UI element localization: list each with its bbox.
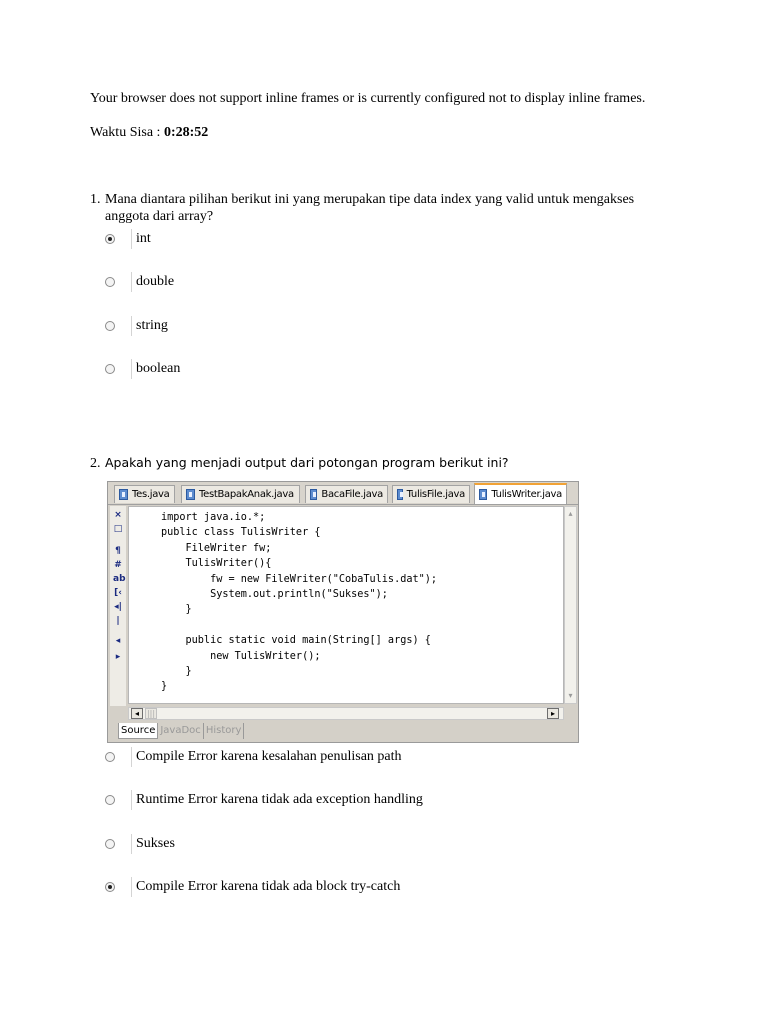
q1-option-4-label: boolean <box>131 359 180 379</box>
timer-value: 0:28:52 <box>163 125 209 140</box>
editor-tab-4 <box>392 485 470 503</box>
editor-tab-5-label: TulisWriter.java <box>491 489 562 500</box>
editor-tab-3 <box>305 485 388 503</box>
horizontal-scrollbar <box>128 707 564 720</box>
question-2-text <box>90 454 690 472</box>
q1-option-3-radio[interactable] <box>105 321 115 331</box>
scroll-right-icon: ▸ <box>547 708 559 719</box>
java-file-icon <box>119 489 128 500</box>
editor-view-tabs <box>118 723 244 739</box>
q2-option-4-label: Compile Error karena tidak ada block try-catch <box>131 877 400 897</box>
question-2-line-1: Apakah yang menjadi output dari potongan program berikut ini? <box>105 455 509 470</box>
editor-tab-bar <box>108 482 578 505</box>
q2-option-1[interactable] <box>105 746 402 768</box>
hash-icon: # <box>114 560 122 570</box>
q1-option-1-label: int <box>131 229 151 249</box>
editor-tab-1-label: Tes.java <box>132 489 170 500</box>
question-1-number: 1. <box>90 192 101 207</box>
editor-gutter-toolbar <box>110 506 126 706</box>
scroll-down-icon: ▾ <box>568 691 573 700</box>
timer-label: Waktu Sisa : <box>90 125 164 140</box>
bar-icon: | <box>116 616 120 626</box>
question-1-text <box>90 191 690 225</box>
java-file-icon <box>479 489 487 500</box>
scroll-up-icon: ▴ <box>568 509 573 518</box>
q2-option-2[interactable] <box>105 789 423 811</box>
question-1-line-2: anggota dari array? <box>105 209 214 224</box>
q2-option-1-label: Compile Error karena kesalahan penulisan path <box>131 747 402 767</box>
q1-option-boolean[interactable] <box>105 358 180 380</box>
q1-option-4-radio[interactable] <box>105 364 115 374</box>
iframe-fallback-notice: Your browser does not support inline frames or is currently configured not to display inline frames. <box>90 91 646 106</box>
code-editor <box>128 506 564 704</box>
question-2-number: 2. <box>90 456 101 471</box>
q2-option-2-label: Runtime Error karena tidak ada exception handling <box>131 790 423 810</box>
q1-option-3-label: string <box>131 316 168 336</box>
q1-option-1-radio[interactable] <box>105 234 115 244</box>
java-file-icon <box>186 489 195 500</box>
q2-option-3-label: Sukses <box>131 834 175 854</box>
editor-tab-2-label: TestBapakAnak.java <box>199 489 294 500</box>
view-tab-javadoc: JavaDoc <box>158 723 203 739</box>
editor-tab-3-label: BacaFile.java <box>321 489 383 500</box>
vertical-scrollbar <box>564 506 577 704</box>
view-tab-source: Source <box>118 723 158 739</box>
question-1-line-1: Mana diantara pilihan berikut ini yang merupakan tipe data index yang valid untuk mengakses <box>105 192 635 207</box>
q1-option-string[interactable] <box>105 315 168 337</box>
sound-icon: ◂| <box>114 602 122 612</box>
arrow-right-icon: ▸ <box>115 652 121 662</box>
scroll-thumb-icon: ||| <box>146 709 156 718</box>
bookmark-icon: ab <box>113 574 126 584</box>
q2-option-3-radio[interactable] <box>105 839 115 849</box>
q1-option-2-radio[interactable] <box>105 277 115 287</box>
java-file-icon <box>310 489 317 500</box>
java-file-icon <box>397 489 403 500</box>
editor-tab-4-label: TulisFile.java <box>406 489 465 500</box>
view-tab-history: History <box>204 723 245 739</box>
q1-option-int[interactable] <box>105 228 151 250</box>
time-remaining <box>90 125 208 141</box>
q2-option-1-radio[interactable] <box>105 752 115 762</box>
q2-option-3[interactable] <box>105 833 175 855</box>
q1-option-double[interactable] <box>105 271 174 293</box>
q2-option-2-radio[interactable] <box>105 795 115 805</box>
q2-option-4[interactable] <box>105 876 400 898</box>
scroll-left-icon: ◂ <box>131 708 143 719</box>
window-icon: □ <box>113 524 123 534</box>
code-text: import java.io.*; public class TulisWriter { FileWriter fw; TulisWriter(){ fw = new FileWriter("CobaTulis.dat"); System.out.println("Sukses"); } public static void main(String[] args) { new TulisWriter(); } } <box>161 512 438 693</box>
q2-option-4-radio[interactable] <box>105 882 115 892</box>
arrow-left-icon: ◂ <box>115 636 121 646</box>
editor-tab-active <box>474 483 567 504</box>
code-screenshot <box>107 481 579 743</box>
bracket-icon: [‹ <box>114 588 122 598</box>
pilcrow-icon: ¶ <box>115 546 121 556</box>
q1-option-2-label: double <box>131 272 174 292</box>
editor-tab-1 <box>114 485 175 503</box>
close-icon: × <box>114 510 122 520</box>
editor-tab-2 <box>181 485 300 503</box>
